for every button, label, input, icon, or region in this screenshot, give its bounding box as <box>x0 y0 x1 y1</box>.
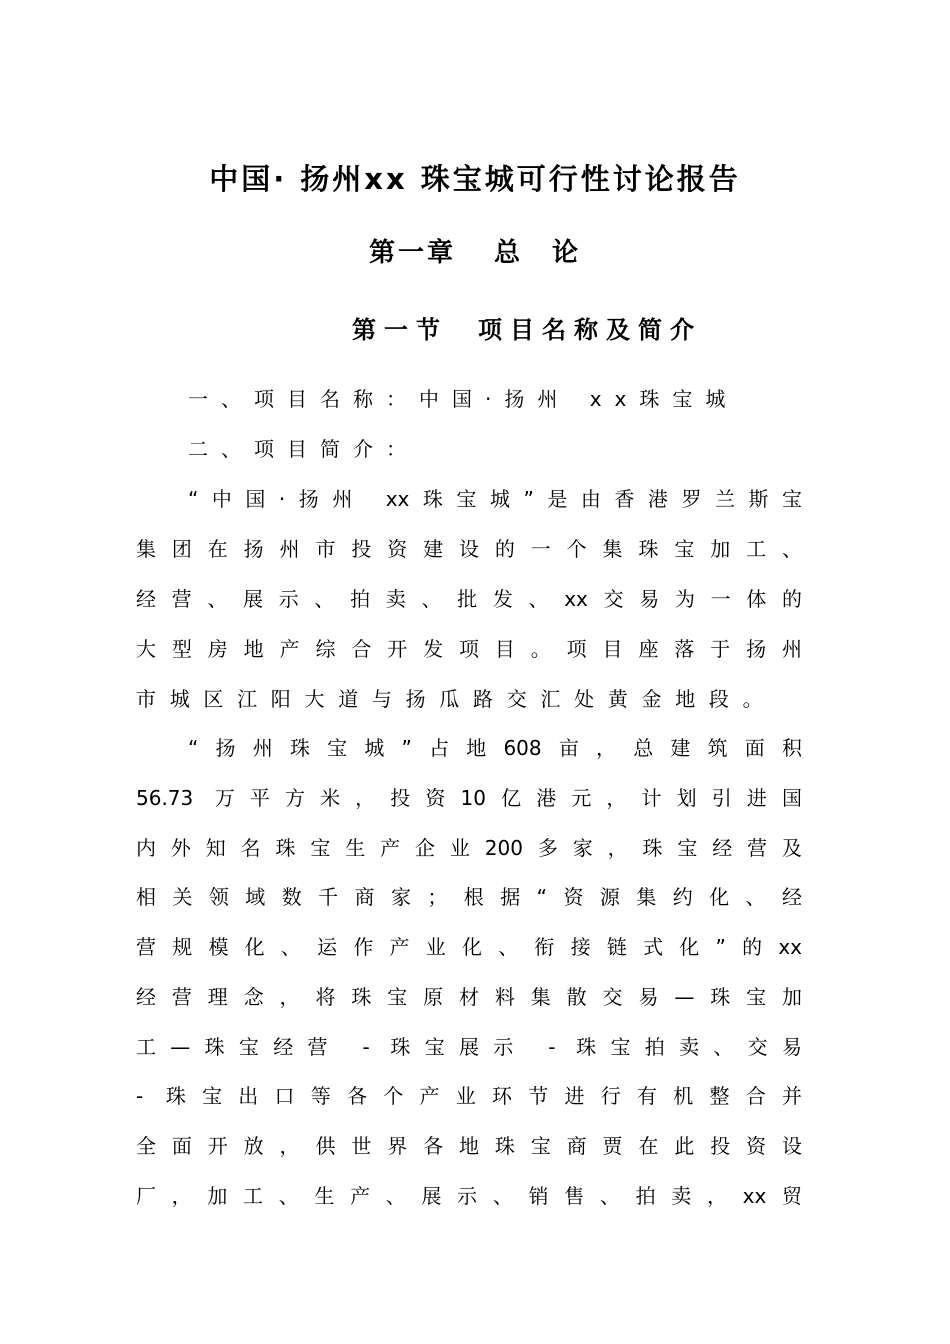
list-item-project-name: 一、项目名称：中国·扬州 xx珠宝城 <box>188 387 739 411</box>
paragraph-line: 全面开放，供世界各地珠宝商贾在此投资设 <box>136 1134 802 1158</box>
paragraph-line: 集团在扬州市投资建设的一个集珠宝加工、 <box>136 537 802 561</box>
paragraph-line: 营规模化、运作产业化、衔接链式化”的xx <box>136 935 802 959</box>
paragraph-line: 经营理念，将珠宝原材料集散交易—珠宝加 <box>136 985 802 1009</box>
section-number: 第一节 <box>352 316 448 344</box>
paragraph-line: 厂，加工、生产、展示、销售、拍卖，xx贸 <box>136 1184 802 1208</box>
document-title: 中国· 扬州xx 珠宝城可行性讨论报告 <box>209 162 741 196</box>
paragraph-line: 56.73 万平方米，投资10亿港元，计划引进国 <box>136 786 802 810</box>
section-heading <box>52 310 950 345</box>
paragraph-line: 工—珠宝经营 - 珠宝展示 - 珠宝拍卖、交易 <box>136 1035 802 1059</box>
paragraph-line: 内外知名珠宝生产企业200多家，珠宝经营及 <box>136 836 802 860</box>
section-name: 项目名称及简介 <box>478 316 702 344</box>
paragraph-line: 相关领域数千商家；根据“资源集约化、经 <box>136 885 802 909</box>
chapter-name: 总 论 <box>494 238 582 268</box>
paragraph-line: 大型房地产综合开发项目。项目座落于扬州 <box>136 637 802 661</box>
paragraph-line: “扬州珠宝城”占地608亩，总建筑面积 <box>188 736 802 760</box>
chapter-number: 第一章 <box>368 238 456 268</box>
list-item-project-intro: 二、项目简介： <box>188 437 419 461</box>
paragraph-line: “中国·扬州 xx珠宝城”是由香港罗兰斯宝 <box>188 487 802 511</box>
paragraph-line: - 珠宝出口等各个产业环节进行有机整合并 <box>136 1084 802 1108</box>
paragraph-line: 经营、展示、拍卖、批发、xx交易为一体的 <box>136 587 802 611</box>
paragraph-line: 市城区江阳大道与扬瓜路交汇处黄金地段。 <box>136 687 777 711</box>
chapter-heading <box>0 232 950 269</box>
